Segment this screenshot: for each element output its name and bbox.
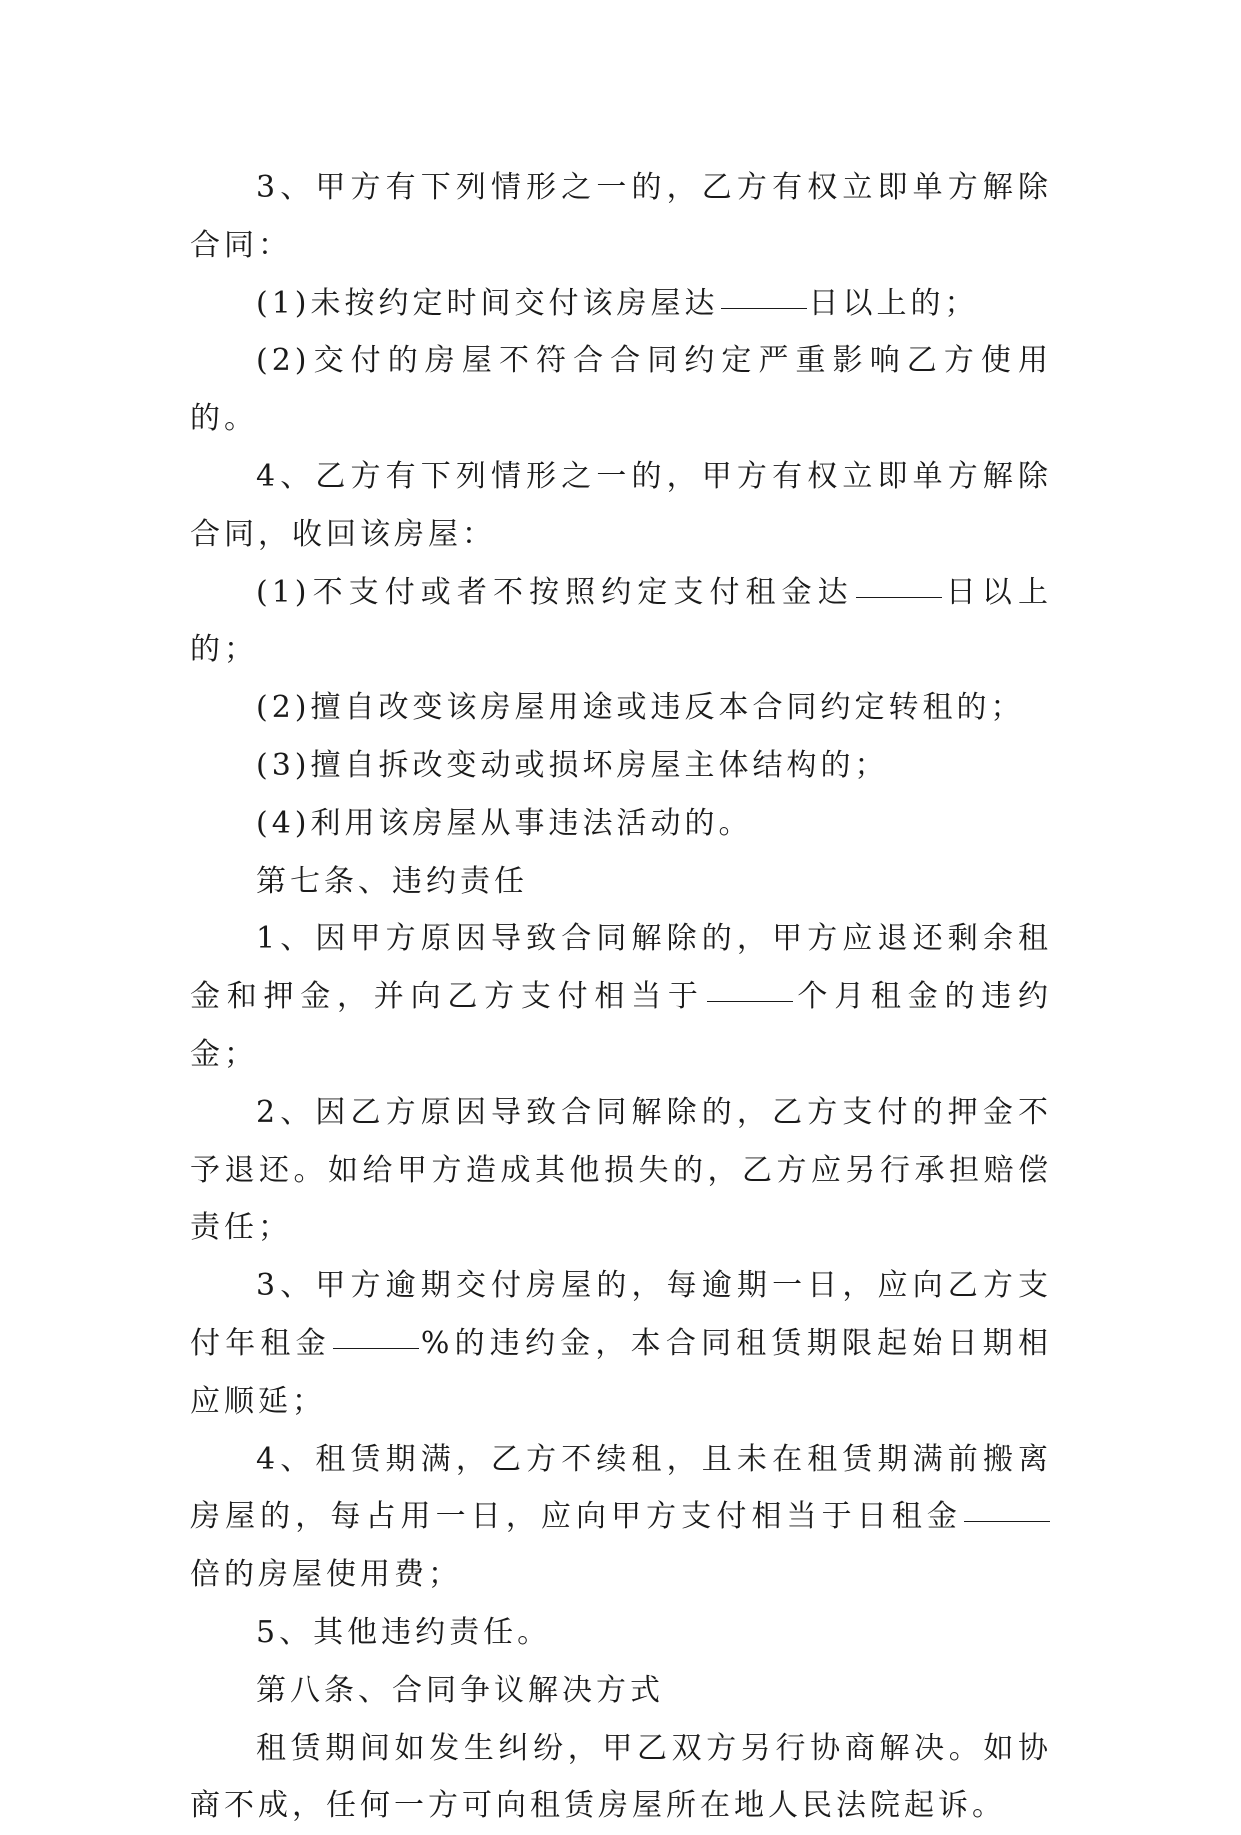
paragraph-text: 3、甲方逾期交付房屋的，每逾期一日，应向乙方支付年租金	[190, 1268, 1052, 1361]
clause-paragraph	[190, 1604, 1052, 1662]
section-heading	[190, 1662, 1052, 1720]
paragraph-text: 3、甲方有下列情形之一的，乙方有权立即单方解除合同：	[190, 170, 1052, 263]
paragraph-text: 个月租金的违约金；	[190, 979, 1053, 1072]
fill-in-blank	[721, 308, 807, 309]
paragraph-text: 日以上的；	[808, 285, 979, 321]
paragraph-text: (4)利用该房屋从事违法活动的。	[256, 805, 753, 841]
paragraph-text: (2)交付的房屋不符合合同约定严重影响乙方使用的。	[190, 343, 1052, 437]
clause-paragraph	[190, 1431, 1052, 1604]
clause-paragraph	[190, 679, 1052, 737]
document-body	[190, 159, 1052, 1835]
paragraph-text: 2、因乙方原因导致合同解除的，乙方支付的押金不予退还。如给甲方造成其他损失的，乙方应另行承担赔偿责任；	[190, 1094, 1052, 1246]
clause-paragraph	[190, 564, 1052, 680]
paragraph-text: (1)未按约定时间交付该房屋达	[256, 285, 719, 321]
paragraph-text: 租赁期间如发生纠纷，甲乙双方另行协商解决。如协商不成，任何一方可向租赁房屋所在地人民法院起诉。	[190, 1730, 1052, 1824]
paragraph-text: 倍的房屋使用费；	[190, 1557, 462, 1593]
clause-paragraph	[190, 737, 1052, 795]
paragraph-text: 5、其他违约责任。	[256, 1614, 552, 1650]
paragraph-text: (1)不支付或者不按照约定支付租金达	[256, 574, 854, 610]
section-heading	[190, 853, 1052, 911]
clause-paragraph	[190, 332, 1052, 448]
paragraph-text: 4、租赁期满，乙方不续租，且未在租赁期满前搬离房屋的，每占用一日，应向甲方支付相当于日租金	[190, 1441, 1052, 1535]
clause-paragraph	[190, 795, 1052, 853]
heading-text: 第八条、合同争议解决方式	[256, 1672, 664, 1708]
fill-in-blank	[856, 597, 942, 598]
paragraph-text: 1、因甲方原因导致合同解除的，甲方应退还剩余租金和押金，并向乙方支付相当于	[190, 921, 1052, 1015]
fill-in-blank	[333, 1348, 419, 1349]
fill-in-blank	[964, 1521, 1050, 1522]
clause-paragraph	[190, 1720, 1052, 1835]
clause-paragraph	[190, 275, 1052, 333]
clause-paragraph	[190, 159, 1052, 275]
fill-in-blank	[707, 1001, 793, 1002]
clause-paragraph	[190, 1084, 1052, 1257]
clause-paragraph	[190, 448, 1052, 564]
paragraph-text: (2)擅自改变该房屋用途或违反本合同约定转租的；	[256, 690, 1025, 726]
paragraph-text: 4、乙方有下列情形之一的，甲方有权立即单方解除合同，收回该房屋：	[190, 458, 1052, 552]
paragraph-text: 日以上的；	[190, 574, 1053, 668]
paragraph-text: (3)擅自拆改变动或损坏房屋主体结构的；	[256, 747, 889, 783]
paragraph-text: %的违约金，本合同租赁期限起始日期相应顺延；	[190, 1325, 1052, 1419]
clause-paragraph	[190, 1257, 1052, 1430]
clause-paragraph	[190, 910, 1052, 1083]
heading-text: 第七条、违约责任	[256, 863, 528, 899]
